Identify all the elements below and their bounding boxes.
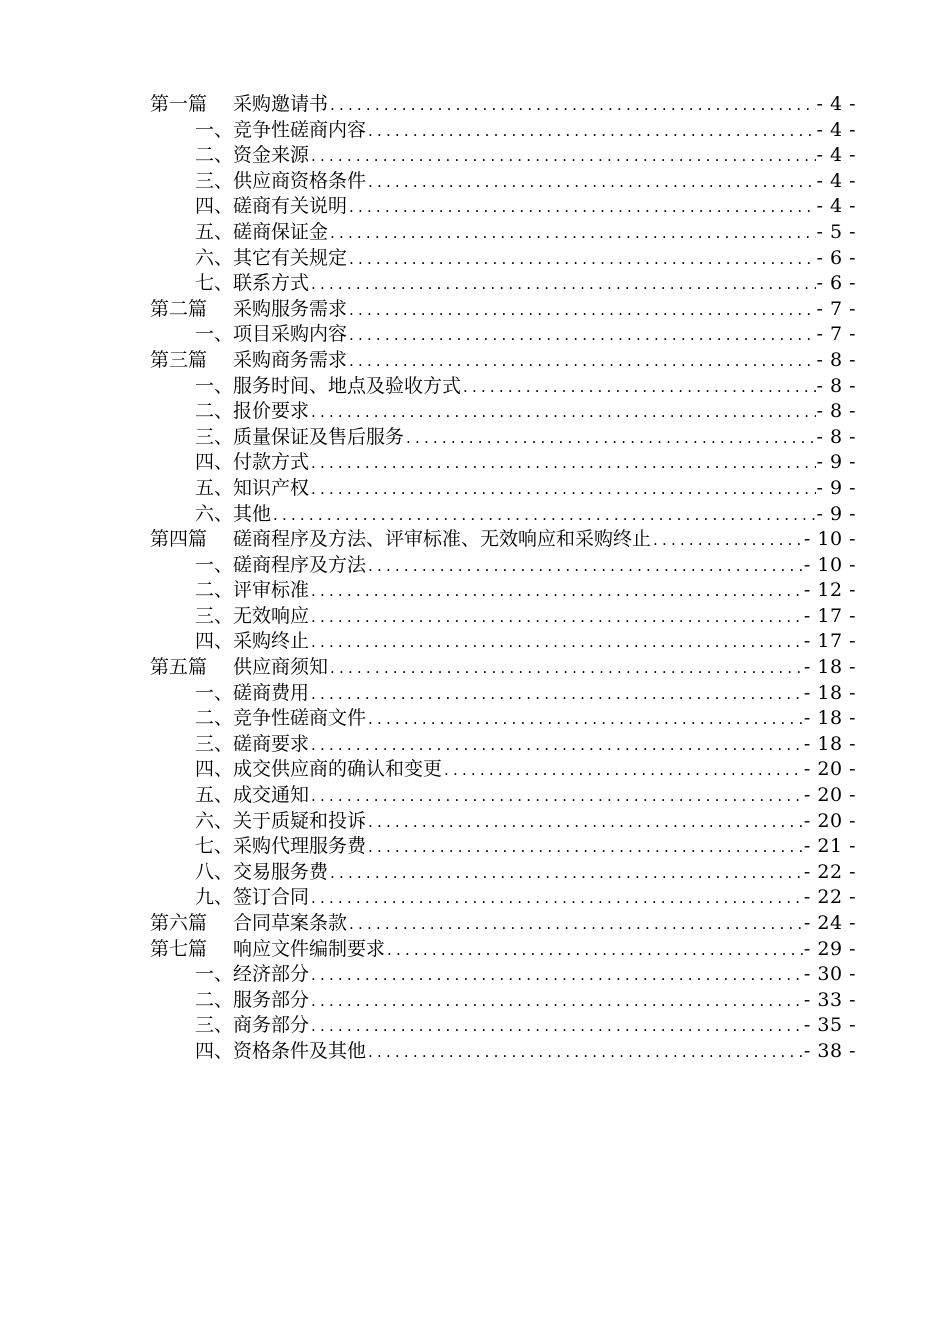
toc-entry-number: 三、: [195, 169, 234, 192]
toc-page-number: - 22 -: [803, 886, 856, 909]
toc-entry-title: 磋商程序及方法、评审标准、无效响应和采购终止: [233, 528, 652, 551]
toc-page-number: - 9 -: [816, 451, 856, 474]
toc-entry-label: [195, 757, 442, 783]
toc-entry-label: [195, 220, 328, 246]
toc-dot-leader: [309, 963, 804, 988]
toc-entry-number: 三、: [195, 732, 234, 755]
toc-dot-leader: [651, 528, 804, 553]
toc-entry-label: [195, 246, 347, 272]
toc-section-entry[interactable]: [150, 425, 856, 451]
toc-entry-number: 五、: [195, 220, 234, 243]
toc-dot-leader: [442, 758, 804, 783]
toc-section-entry[interactable]: [150, 1039, 856, 1065]
toc-page-number: - 18 -: [803, 681, 856, 704]
toc-dot-leader: [366, 835, 804, 860]
toc-page-number: - 38 -: [803, 1039, 856, 1062]
toc-entry-title: 签订合同: [233, 886, 310, 909]
toc-entry-number: 二、: [195, 707, 234, 730]
toc-entry-number: 六、: [195, 246, 234, 269]
toc-dot-leader: [366, 119, 816, 144]
toc-entry-label: [195, 374, 461, 400]
toc-entry-label: [195, 476, 309, 502]
toc-page-number: - 8 -: [816, 374, 856, 397]
toc-entry-label: [150, 297, 347, 323]
toc-section-entry[interactable]: [150, 629, 856, 655]
toc-page-number: - 33 -: [803, 988, 856, 1011]
toc-entry-number: 一、: [195, 963, 234, 986]
toc-entry-number: 五、: [195, 784, 234, 807]
toc-dot-leader: [328, 861, 804, 886]
toc-entry-title: 项目采购内容: [233, 323, 348, 346]
toc-dot-leader: [309, 605, 804, 630]
toc-page-number: - 4 -: [816, 118, 856, 141]
toc-page-number: - 7 -: [816, 323, 856, 346]
toc-entry-title: 供应商须知: [233, 656, 329, 679]
toc-entry-label: [195, 553, 366, 579]
toc-entry-label: [195, 194, 347, 220]
toc-entry-title: 关于质疑和投诉: [233, 809, 367, 832]
toc-dot-leader: [366, 1040, 804, 1065]
toc-entry-label: [150, 527, 651, 553]
toc-entry-label: [195, 118, 366, 144]
toc-entry-number: 八、: [195, 860, 234, 883]
toc-section-entry[interactable]: [150, 271, 856, 297]
toc-section-entry[interactable]: [150, 1013, 856, 1039]
toc-part-entry[interactable]: [150, 911, 856, 937]
toc-section-entry[interactable]: [150, 732, 856, 758]
toc-entry-title: 商务部分: [233, 1014, 310, 1037]
toc-section-entry[interactable]: [150, 962, 856, 988]
toc-dot-leader: [309, 1014, 804, 1039]
toc-entry-label: [150, 655, 328, 681]
toc-entry-number: 一、: [195, 323, 234, 346]
toc-entry-number: 第七篇: [150, 937, 208, 960]
toc-entry-label: [195, 885, 309, 911]
toc-entry-title: 联系方式: [233, 272, 310, 295]
toc-entry-label: [195, 502, 271, 528]
toc-entry-title: 服务时间、地点及验收方式: [233, 374, 462, 397]
toc-part-entry[interactable]: [150, 655, 856, 681]
toc-entry-number: 一、: [195, 118, 234, 141]
toc-section-entry[interactable]: [150, 809, 856, 835]
toc-entry-title: 采购服务需求: [233, 297, 348, 320]
toc-entry-number: 第一篇: [150, 93, 208, 115]
toc-entry-label: [195, 399, 309, 425]
toc-entry-label: [195, 706, 366, 732]
toc-page-number: - 10 -: [803, 528, 856, 551]
toc-dot-leader: [309, 630, 804, 655]
toc-dot-leader: [309, 451, 816, 476]
toc-page-number: - 4 -: [816, 93, 856, 115]
toc-entry-title: 磋商有关说明: [233, 195, 348, 218]
toc-entry-title: 竞争性磋商文件: [233, 707, 367, 730]
toc-dot-leader: [309, 272, 816, 297]
toc-page-number: - 7 -: [816, 297, 856, 320]
toc-entry-number: 第六篇: [150, 912, 208, 934]
toc-entry-title: 资格条件及其他: [233, 1039, 367, 1062]
toc-entry-number: 三、: [195, 425, 234, 448]
toc-entry-title: 知识产权: [233, 476, 310, 499]
toc-entry-title: 磋商费用: [233, 681, 310, 704]
toc-entry-label: [150, 348, 347, 374]
toc-part-entry[interactable]: [150, 937, 856, 963]
toc-section-entry[interactable]: [150, 604, 856, 630]
toc-entry-number: 一、: [195, 374, 234, 397]
toc-page-number: - 12 -: [803, 579, 856, 602]
toc-entry-label: [195, 962, 309, 988]
toc-entry-label: [195, 450, 309, 476]
toc-dot-leader: [347, 195, 816, 220]
toc-section-entry[interactable]: [150, 860, 856, 886]
toc-entry-title: 质量保证及售后服务: [233, 425, 405, 448]
toc-entry-number: 二、: [195, 144, 234, 167]
toc-dot-leader: [366, 554, 804, 579]
toc-entry-title: 响应文件编制要求: [233, 937, 386, 960]
toc-section-entry[interactable]: [150, 706, 856, 732]
toc-page-number: - 18 -: [803, 656, 856, 679]
table-of-contents: [150, 92, 856, 1065]
toc-entry-number: 一、: [195, 681, 234, 704]
toc-entry-label: [195, 143, 309, 169]
toc-dot-leader: [366, 810, 804, 835]
toc-page-number: - 4 -: [816, 195, 856, 218]
toc-entry-title: 供应商资格条件: [233, 169, 367, 192]
toc-entry-title: 资金来源: [233, 144, 310, 167]
toc-entry-title: 其它有关规定: [233, 246, 348, 269]
toc-dot-leader: [366, 707, 804, 732]
toc-dot-leader: [271, 503, 816, 528]
toc-entry-title: 采购代理服务费: [233, 835, 367, 858]
toc-section-entry[interactable]: [150, 502, 856, 528]
toc-section-entry[interactable]: [150, 399, 856, 425]
toc-entry-title: 服务部分: [233, 988, 310, 1011]
toc-section-entry[interactable]: [150, 553, 856, 579]
toc-entry-number: 三、: [195, 604, 234, 627]
toc-entry-title: 交易服务费: [233, 860, 329, 883]
toc-section-entry[interactable]: [150, 246, 856, 272]
toc-dot-leader: [347, 247, 816, 272]
toc-page-number: - 22 -: [803, 860, 856, 883]
toc-entry-label: [195, 988, 309, 1014]
toc-dot-leader: [328, 221, 816, 246]
toc-section-entry[interactable]: [150, 194, 856, 220]
toc-page-number: - 18 -: [803, 707, 856, 730]
toc-section-entry[interactable]: [150, 578, 856, 604]
toc-entry-label: [195, 681, 309, 707]
toc-entry-label: [150, 92, 328, 118]
toc-dot-leader: [309, 579, 804, 604]
toc-entry-label: [150, 911, 347, 937]
toc-entry-title: 磋商要求: [233, 732, 310, 755]
toc-section-entry[interactable]: [150, 169, 856, 195]
toc-entry-title: 报价要求: [233, 400, 310, 423]
toc-section-entry[interactable]: [150, 988, 856, 1014]
toc-entry-title: 其他: [233, 502, 272, 525]
toc-entry-title: 采购商务需求: [233, 348, 348, 371]
toc-entry-label: [195, 809, 366, 835]
toc-entry-label: [195, 604, 309, 630]
toc-entry-label: [195, 1039, 366, 1065]
toc-entry-title: 成交通知: [233, 784, 310, 807]
toc-dot-leader: [366, 170, 816, 195]
toc-entry-title: 合同草案条款: [233, 912, 348, 934]
toc-part-entry[interactable]: [150, 92, 856, 118]
toc-dot-leader: [309, 733, 804, 758]
toc-entry-label: [195, 860, 328, 886]
toc-dot-leader: [309, 400, 816, 425]
toc-page-number: - 6 -: [816, 272, 856, 295]
toc-part-entry[interactable]: [150, 348, 856, 374]
toc-section-entry[interactable]: [150, 885, 856, 911]
toc-dot-leader: [347, 323, 816, 348]
toc-page-number: - 8 -: [816, 400, 856, 423]
toc-entry-label: [195, 169, 366, 195]
toc-section-entry[interactable]: [150, 783, 856, 809]
toc-entry-number: 四、: [195, 451, 234, 474]
toc-entry-number: 第三篇: [150, 348, 208, 371]
toc-entry-label: [195, 1013, 309, 1039]
toc-entry-label: [195, 322, 347, 348]
toc-entry-number: 二、: [195, 579, 234, 602]
toc-entry-number: 四、: [195, 195, 234, 218]
toc-dot-leader: [328, 656, 804, 681]
toc-page-number: - 35 -: [803, 1014, 856, 1037]
toc-page-number: - 17 -: [803, 630, 856, 653]
toc-entry-number: 九、: [195, 886, 234, 909]
toc-page-number: - 9 -: [816, 502, 856, 525]
toc-entry-number: 五、: [195, 476, 234, 499]
toc-page-number: - 21 -: [803, 835, 856, 858]
toc-page-number: - 20 -: [803, 784, 856, 807]
toc-dot-leader: [309, 477, 816, 502]
toc-entry-label: [195, 732, 309, 758]
toc-section-entry[interactable]: [150, 450, 856, 476]
toc-section-entry[interactable]: [150, 834, 856, 860]
toc-dot-leader: [347, 349, 816, 374]
toc-entry-number: 四、: [195, 1039, 234, 1062]
toc-page-number: - 8 -: [816, 348, 856, 371]
toc-page-number: - 4 -: [816, 144, 856, 167]
toc-entry-title: 磋商程序及方法: [233, 553, 367, 576]
toc-dot-leader: [328, 93, 816, 118]
toc-entry-number: 第二篇: [150, 297, 208, 320]
toc-entry-label: [150, 937, 385, 963]
toc-dot-leader: [309, 886, 804, 911]
toc-entry-title: 采购终止: [233, 630, 310, 653]
toc-section-entry[interactable]: [150, 143, 856, 169]
toc-section-entry[interactable]: [150, 118, 856, 144]
toc-entry-number: 六、: [195, 502, 234, 525]
toc-page-number: - 6 -: [816, 246, 856, 269]
toc-entry-title: 评审标准: [233, 579, 310, 602]
toc-dot-leader: [461, 375, 816, 400]
toc-dot-leader: [309, 682, 804, 707]
toc-part-entry[interactable]: [150, 297, 856, 323]
toc-dot-leader: [347, 912, 804, 937]
toc-entry-title: 竞争性磋商内容: [233, 118, 367, 141]
toc-section-entry[interactable]: [150, 476, 856, 502]
toc-page-number: - 20 -: [803, 758, 856, 781]
toc-section-entry[interactable]: [150, 681, 856, 707]
toc-entry-label: [195, 578, 309, 604]
toc-page-number: - 10 -: [803, 553, 856, 576]
toc-entry-title: 成交供应商的确认和变更: [233, 758, 443, 781]
toc-entry-number: 七、: [195, 835, 234, 858]
toc-entry-number: 二、: [195, 988, 234, 1011]
toc-dot-leader: [309, 784, 804, 809]
toc-section-entry[interactable]: [150, 322, 856, 348]
toc-entry-number: 三、: [195, 1014, 234, 1037]
toc-page-number: - 5 -: [816, 220, 856, 243]
toc-part-entry[interactable]: [150, 527, 856, 553]
toc-entry-number: 七、: [195, 272, 234, 295]
toc-dot-leader: [309, 989, 804, 1014]
toc-dot-leader: [404, 426, 816, 451]
toc-entry-label: [195, 783, 309, 809]
toc-entry-label: [195, 834, 366, 860]
toc-page-number: - 29 -: [803, 937, 856, 960]
toc-entry-title: 付款方式: [233, 451, 310, 474]
toc-page-number: - 17 -: [803, 604, 856, 627]
toc-section-entry[interactable]: [150, 757, 856, 783]
toc-entry-number: 一、: [195, 553, 234, 576]
toc-entry-label: [195, 629, 309, 655]
toc-entry-title: 经济部分: [233, 963, 310, 986]
toc-entry-label: [195, 271, 309, 297]
toc-page-number: - 24 -: [803, 912, 856, 934]
toc-entry-label: [195, 425, 404, 451]
toc-page-number: - 8 -: [816, 425, 856, 448]
toc-section-entry[interactable]: [150, 374, 856, 400]
toc-entry-number: 六、: [195, 809, 234, 832]
toc-section-entry[interactable]: [150, 220, 856, 246]
toc-page-number: - 9 -: [816, 476, 856, 499]
toc-page-number: - 4 -: [816, 169, 856, 192]
toc-entry-number: 第五篇: [150, 656, 208, 679]
toc-entry-title: 无效响应: [233, 604, 310, 627]
toc-entry-number: 四、: [195, 758, 234, 781]
toc-entry-number: 第四篇: [150, 528, 208, 551]
toc-entry-number: 四、: [195, 630, 234, 653]
toc-page-number: - 30 -: [803, 963, 856, 986]
toc-entry-number: 二、: [195, 400, 234, 423]
toc-page-number: - 20 -: [803, 809, 856, 832]
toc-dot-leader: [347, 298, 816, 323]
toc-dot-leader: [309, 144, 816, 169]
toc-page-number: - 18 -: [803, 732, 856, 755]
toc-entry-title: 采购邀请书: [233, 93, 329, 115]
toc-entry-title: 磋商保证金: [233, 220, 329, 243]
toc-dot-leader: [385, 938, 804, 963]
